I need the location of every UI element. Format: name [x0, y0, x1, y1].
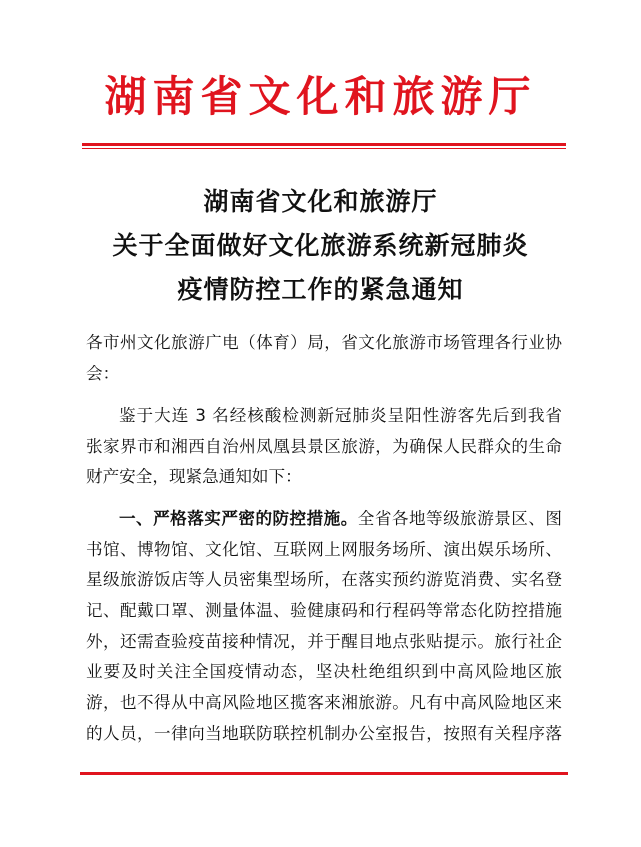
measures-line-7: 游，也不得从中高风险地区揽客来湘旅游。凡有中高风险地区来	[86, 693, 562, 713]
measures-line-1-text: 全省各地等级旅游景区、图	[357, 509, 562, 528]
document-title-line-3: 疫情防控工作的紧急通知	[177, 275, 464, 304]
measures-line-4: 记、配戴口罩、测量体温、验健康码和行程码等常态化防控措施	[86, 601, 562, 621]
measures-line-5: 外，还需查验疫苗接种情况，并于醒目地点张贴提示。旅行社企	[86, 631, 562, 651]
page-bottom-divider	[80, 772, 568, 775]
measures-line-3: 星级旅游饭店等人员密集型场所，在落实预约游览消费、实名登	[86, 570, 562, 590]
salutation-line-2: 会：	[86, 363, 120, 383]
masthead-title: 湖南省文化和旅游厅	[104, 72, 537, 121]
measures-line-8: 的人员，一律向当地联防联控机制办公室报告，按照有关程序落	[86, 723, 562, 743]
intro-line-3: 财产安全，现紧急通知如下：	[86, 467, 302, 487]
paragraph-intro	[86, 401, 562, 493]
masthead-divider-thick	[82, 143, 566, 146]
salutation-line-1: 各市州文化旅游广电（体育）局，省文化旅游市场管理各行业协	[86, 333, 562, 352]
salutation	[86, 328, 562, 389]
measures-line-1	[86, 504, 562, 535]
document-title-line-2: 关于全面做好文化旅游系统新冠肺炎	[112, 231, 529, 260]
intro-line-2: 张家界市和湘西自治州凤凰县景区旅游，为确保人民群众的生命	[86, 436, 562, 456]
intro-line-1: 鉴于大连 3 名经核酸检测新冠肺炎呈阳性游客先后到我省	[119, 406, 562, 425]
measures-line-2: 书馆、博物馆、文化馆、互联网上网服务场所、演出娱乐场所、	[86, 539, 562, 559]
paragraph-measures	[86, 504, 562, 750]
measures-line-6: 业要及时关注全国疫情动态，坚决杜绝组织到中高风险地区旅	[86, 662, 562, 682]
document-title-line-1: 湖南省文化和旅游厅	[203, 187, 438, 216]
masthead-divider-thin	[82, 148, 566, 149]
measures-heading: 一、严格落实严密的防控措施。	[119, 509, 358, 528]
